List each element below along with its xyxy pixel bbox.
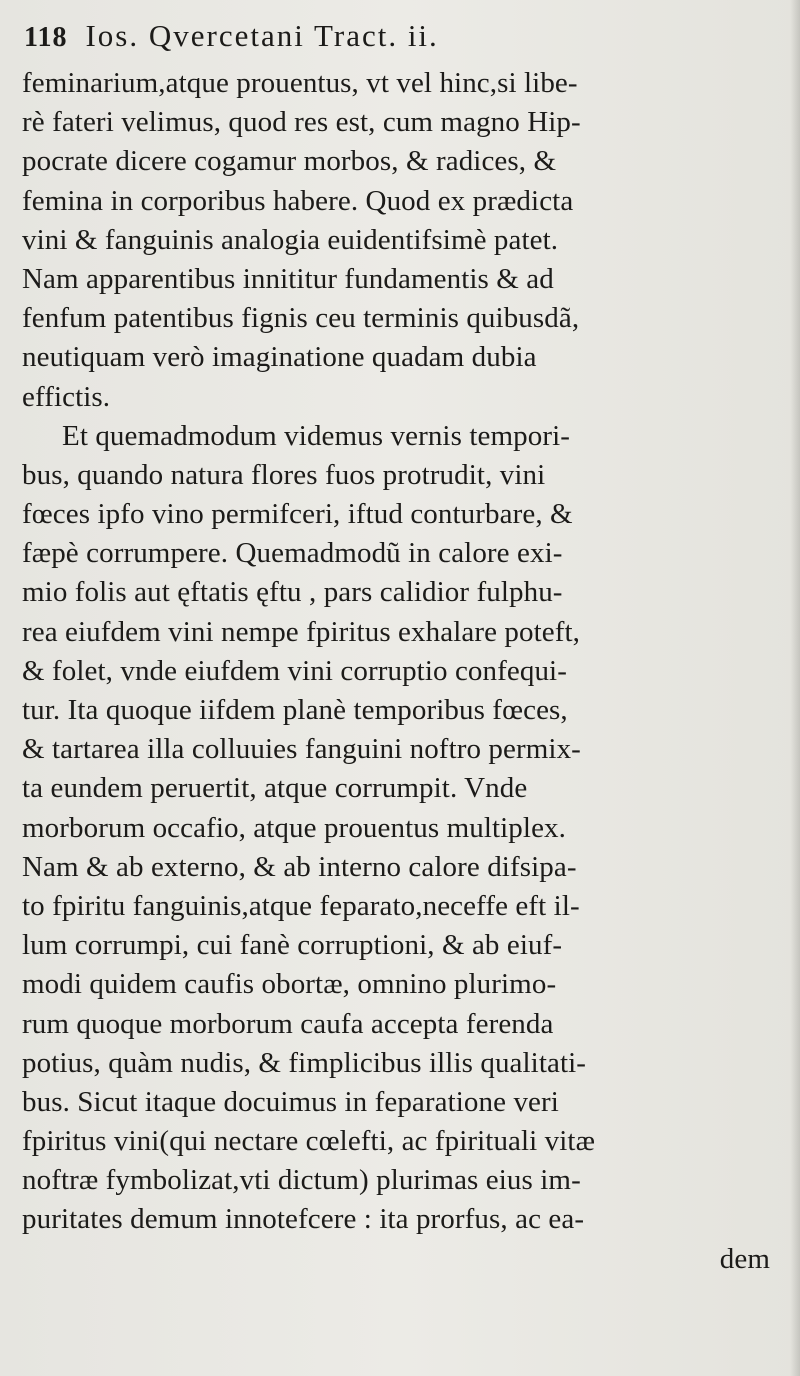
text-line: fæpè corrumpere. Quemadmodũ in calore exi- xyxy=(22,537,563,570)
text-line: vini & fanguinis analogia euidentifsimè patet. xyxy=(22,223,559,256)
text-line: bus. Sicut itaque docuimus in feparatione veri xyxy=(22,1085,559,1118)
text-line: puritates demum innotefcere : ita prorfus, ac ea- xyxy=(22,1203,585,1236)
text-line: & tartarea illa colluuies fanguini noftro permix- xyxy=(22,733,581,766)
text-line: modi quidem caufis obortæ, omnino plurimo- xyxy=(22,968,557,1001)
text-line: Nam apparentibus innititur fundamentis & ad xyxy=(22,262,554,295)
text-line: to fpiritu fanguinis,atque feparato,neceffe eft il- xyxy=(22,889,580,922)
page-header xyxy=(24,18,764,62)
running-title: Ios. Qvercetani Tract. ii. xyxy=(85,18,439,53)
text-line: neutiquam verò imaginatione quadam dubia xyxy=(22,341,537,374)
text-line: potius, quàm nudis, & fimplicibus illis qualitati- xyxy=(22,1046,587,1079)
text-line: ta eundem peruertit, atque corrumpit. Vnde xyxy=(22,772,528,805)
text-line: rum quoque morborum caufa accepta ferenda xyxy=(22,1007,554,1040)
catchword: dem xyxy=(719,1242,770,1275)
text-line: feminarium,atque prouentus, vt vel hinc,si libe- xyxy=(22,67,578,99)
text-line: & folet, vnde eiufdem vini corruptio confequi- xyxy=(22,654,567,687)
text-line: fpiritus vini(qui nectare cœlefti, ac fpirituali vitæ xyxy=(22,1125,596,1158)
page-number: 118 xyxy=(24,22,68,53)
text-line: rè fateri velimus, quod res est, cum magno Hip- xyxy=(22,106,581,139)
body-text xyxy=(22,64,782,1279)
text-line: mio folis aut ęftatis ęftu , pars calidior fulphu- xyxy=(22,576,563,609)
text-line: fœces ipfo vino permifceri, iftud conturbare, & xyxy=(22,498,573,531)
text-line: effictis. xyxy=(22,380,111,413)
text-line: fenfum patentibus fignis ceu terminis quibusdã, xyxy=(22,302,580,335)
text-line: morborum occafio, atque prouentus multiplex. xyxy=(22,811,566,844)
text-line: femina in corporibus habere. Quod ex prædicta xyxy=(22,184,574,217)
text-line: noftræ fymbolizat,vti dictum) plurimas eius im- xyxy=(22,1164,581,1197)
page-edge-shadow xyxy=(790,0,800,1376)
text-line: pocrate dicere cogamur morbos, & radices, & xyxy=(22,145,557,178)
text-line: tur. Ita quoque iifdem planè temporibus fœces, xyxy=(22,694,568,726)
paragraph-start-line: Et quemadmodum videmus vernis tempori- xyxy=(62,419,570,452)
text-line: rea eiufdem vini nempe fpiritus exhalare poteft, xyxy=(22,615,580,648)
text-line: bus, quando natura flores fuos protrudit, vini xyxy=(22,458,546,491)
text-line: lum corrumpi, cui fanè corruptioni, & ab eiuf- xyxy=(22,929,563,962)
text-line: Nam & ab externo, & ab interno calore difsipa- xyxy=(22,850,577,883)
